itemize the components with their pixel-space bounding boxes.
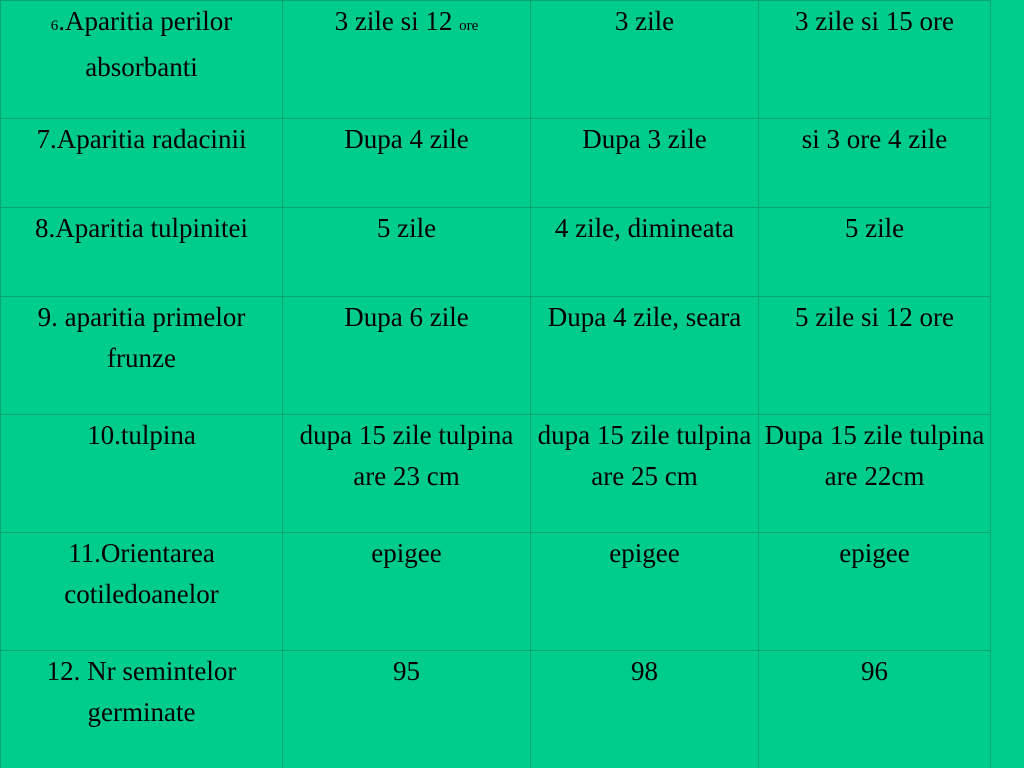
table-cell: Dupa 4 zile, seara	[531, 297, 759, 415]
table-row	[1, 415, 991, 533]
table-cell: dupa 15 zile tulpina are 23 cm	[283, 415, 531, 533]
table-cell: 98	[531, 651, 759, 768]
cell-text-small: ore	[459, 18, 479, 34]
table-cell: epigee	[531, 533, 759, 651]
table-cell: si 3 ore 4 zile	[759, 119, 991, 208]
table-cell: epigee	[759, 533, 991, 651]
row-label-cell: 11.Orientarea cotiledoanelor	[1, 533, 283, 651]
table-cell: 96	[759, 651, 991, 768]
row-label-text: .Aparitia perilor absorbanti	[58, 6, 233, 82]
table-cell: Dupa 4 zile	[283, 119, 531, 208]
row-label-cell: 7.Aparitia radacinii	[1, 119, 283, 208]
right-margin-strip	[990, 0, 1024, 768]
table-row	[1, 119, 991, 208]
row-number-small: 6	[50, 18, 59, 34]
table-row	[1, 297, 991, 415]
table-row	[1, 533, 991, 651]
row-label-cell	[1, 1, 283, 119]
row-label-cell: 10.tulpina	[1, 415, 283, 533]
table-row	[1, 1, 991, 119]
table-cell: Dupa 3 zile	[531, 119, 759, 208]
row-label-cell: 12. Nr semintelor germinate	[1, 651, 283, 768]
table-cell: 4 zile, dimineata	[531, 208, 759, 297]
table-cell: 5 zile	[759, 208, 991, 297]
table-row	[1, 651, 991, 768]
table-cell: epigee	[283, 533, 531, 651]
row-label-cell: 8.Aparitia tulpinitei	[1, 208, 283, 297]
cell-text: 3 zile si 12	[334, 6, 453, 36]
row-label-cell: 9. aparitia primelor frunze	[1, 297, 283, 415]
table-cell: dupa 15 zile tulpina are 25 cm	[531, 415, 759, 533]
table-cell: 3 zile si 15 ore	[759, 1, 991, 119]
table-cell: Dupa 6 zile	[283, 297, 531, 415]
table-cell: 95	[283, 651, 531, 768]
table-cell: 5 zile si 12 ore	[759, 297, 991, 415]
table-row	[1, 208, 991, 297]
table-cell: 3 zile	[531, 1, 759, 119]
table-cell	[283, 1, 531, 119]
table-cell: 5 zile	[283, 208, 531, 297]
table-cell: Dupa 15 zile tulpina are 22cm	[759, 415, 991, 533]
